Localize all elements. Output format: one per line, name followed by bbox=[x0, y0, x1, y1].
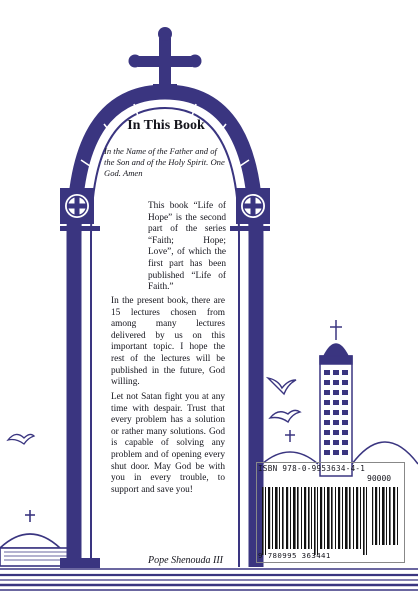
bird-right-upper bbox=[268, 378, 296, 394]
invocation-text: In the Name of the Father and of the Son and of the Holy Spirit. One God. Amen bbox=[104, 146, 225, 179]
bird-right-lower bbox=[270, 410, 300, 422]
isbn-digits: 9 780995 363441 bbox=[258, 551, 331, 560]
price-code: 90000 bbox=[367, 474, 392, 483]
ground-stripes bbox=[0, 569, 418, 590]
top-cross-icon bbox=[129, 27, 202, 92]
paragraph-despair: Let not Satan fight you at any time with despair. Trust that every problem has a solution or rather many solutions. God is capable of solving any problem and of opening every shut door. May God be with you in every trouble, to support and save you! bbox=[111, 392, 225, 495]
section-heading: In This Book bbox=[127, 118, 205, 133]
church-tower bbox=[320, 320, 352, 476]
author-signature: Pope Shenouda III bbox=[148, 555, 223, 566]
paragraph-lectures: In the present book, there are 15 lectures chosen from among many lectures delivered by us on this important topic. I hope the rest of the lectures will be published in the future, God willing. bbox=[111, 296, 225, 388]
paragraph-series-intro: This book “Life of Hope” is the second part of the series “Faith; Hope; Love”, of which the first part has been published “Life of Faith.” bbox=[148, 201, 226, 293]
left-dome bbox=[0, 510, 76, 566]
bird-left bbox=[8, 434, 34, 444]
isbn-label: ISBN 978-0-9953634-4-1 bbox=[258, 464, 366, 473]
